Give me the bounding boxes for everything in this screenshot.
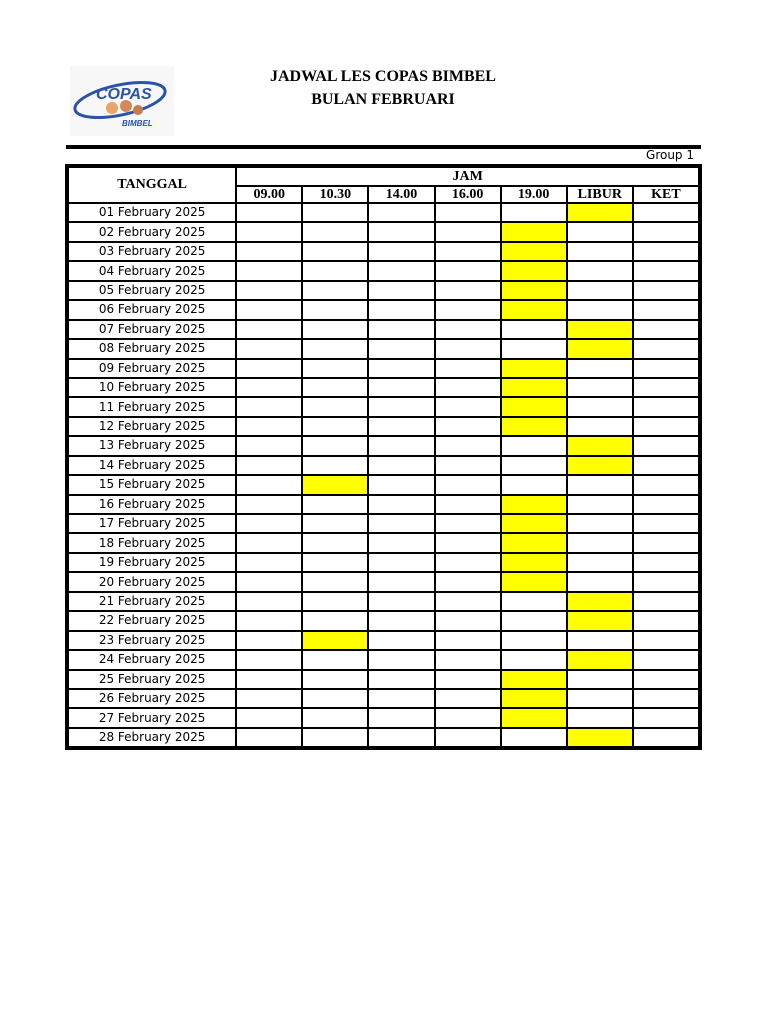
date-cell: 12 February 2025 <box>69 418 235 435</box>
table-row <box>69 204 698 221</box>
schedule-cell-0900 <box>237 476 301 493</box>
date-cell: 14 February 2025 <box>69 457 235 474</box>
date-cell: 08 February 2025 <box>69 340 235 357</box>
table-row <box>69 262 698 279</box>
schedule-cell-1600 <box>436 554 500 571</box>
schedule-cell-1900 <box>502 321 566 338</box>
date-cell: 05 February 2025 <box>69 282 235 299</box>
schedule-cell-1030 <box>303 301 367 318</box>
schedule-cell-1400 <box>369 379 433 396</box>
schedule-cell-1400 <box>369 476 433 493</box>
schedule-cell-1900 <box>502 709 566 726</box>
schedule-cell-1400 <box>369 534 433 551</box>
schedule-cell-1400 <box>369 418 433 435</box>
date-cell: 25 February 2025 <box>69 671 235 688</box>
schedule-cell-1030 <box>303 476 367 493</box>
date-cell: 23 February 2025 <box>69 632 235 649</box>
schedule-cell-libur <box>568 573 632 590</box>
schedule-cell-1030 <box>303 690 367 707</box>
schedule-cell-libur <box>568 729 632 746</box>
schedule-cell-1600 <box>436 379 500 396</box>
schedule-cell-ket <box>634 496 698 513</box>
schedule-cell-ket <box>634 573 698 590</box>
date-cell: 20 February 2025 <box>69 573 235 590</box>
schedule-cell-1030 <box>303 612 367 629</box>
schedule-cell-1400 <box>369 554 433 571</box>
schedule-cell-libur <box>568 496 632 513</box>
schedule-cell-1030 <box>303 671 367 688</box>
schedule-cell-ket <box>634 554 698 571</box>
schedule-cell-1030 <box>303 379 367 396</box>
schedule-cell-1030 <box>303 554 367 571</box>
schedule-cell-libur <box>568 243 632 260</box>
schedule-cell-1400 <box>369 612 433 629</box>
schedule-cell-ket <box>634 515 698 532</box>
schedule-cell-0900 <box>237 709 301 726</box>
schedule-cell-1400 <box>369 573 433 590</box>
table-row <box>69 554 698 571</box>
schedule-cell-1400 <box>369 360 433 377</box>
schedule-cell-1400 <box>369 437 433 454</box>
schedule-cell-1600 <box>436 573 500 590</box>
schedule-cell-0900 <box>237 282 301 299</box>
schedule-cell-0900 <box>237 243 301 260</box>
schedule-cell-0900 <box>237 340 301 357</box>
schedule-cell-1600 <box>436 340 500 357</box>
schedule-cell-1400 <box>369 398 433 415</box>
schedule-cell-0900 <box>237 437 301 454</box>
schedule-cell-1600 <box>436 262 500 279</box>
schedule-cell-0900 <box>237 671 301 688</box>
schedule-cell-1030 <box>303 340 367 357</box>
date-cell: 13 February 2025 <box>69 437 235 454</box>
schedule-cell-0900 <box>237 554 301 571</box>
schedule-cell-libur <box>568 632 632 649</box>
schedule-cell-1030 <box>303 457 367 474</box>
schedule-cell-1400 <box>369 632 433 649</box>
schedule-cell-1400 <box>369 457 433 474</box>
column-header-1400: 14.00 <box>369 187 433 202</box>
schedule-cell-1030 <box>303 573 367 590</box>
table-row <box>69 398 698 415</box>
date-cell: 04 February 2025 <box>69 262 235 279</box>
schedule-cell-1400 <box>369 301 433 318</box>
schedule-cell-ket <box>634 593 698 610</box>
document-subtitle: BULAN FEBRUARI <box>311 91 455 108</box>
schedule-cell-1030 <box>303 398 367 415</box>
schedule-cell-1030 <box>303 534 367 551</box>
schedule-cell-1900 <box>502 476 566 493</box>
schedule-cell-1900 <box>502 671 566 688</box>
schedule-cell-1400 <box>369 651 433 668</box>
date-cell: 27 February 2025 <box>69 709 235 726</box>
schedule-cell-1900 <box>502 573 566 590</box>
schedule-cell-libur <box>568 554 632 571</box>
table-row <box>69 632 698 649</box>
schedule-cell-1600 <box>436 360 500 377</box>
schedule-cell-1900 <box>502 690 566 707</box>
schedule-cell-1600 <box>436 515 500 532</box>
schedule-cell-ket <box>634 729 698 746</box>
schedule-cell-0900 <box>237 534 301 551</box>
schedule-cell-1600 <box>436 223 500 240</box>
schedule-cell-1600 <box>436 204 500 221</box>
table-row <box>69 243 698 260</box>
schedule-cell-1600 <box>436 709 500 726</box>
table-row <box>69 651 698 668</box>
schedule-cell-ket <box>634 612 698 629</box>
table-row <box>69 282 698 299</box>
schedule-cell-ket <box>634 437 698 454</box>
schedule-cell-libur <box>568 262 632 279</box>
schedule-cell-ket <box>634 651 698 668</box>
schedule-cell-0900 <box>237 360 301 377</box>
date-cell: 07 February 2025 <box>69 321 235 338</box>
schedule-cell-0900 <box>237 301 301 318</box>
schedule-cell-1900 <box>502 457 566 474</box>
schedule-cell-1030 <box>303 437 367 454</box>
schedule-cell-1600 <box>436 729 500 746</box>
column-header-ket: KET <box>634 187 698 202</box>
date-cell: 06 February 2025 <box>69 301 235 318</box>
schedule-cell-1030 <box>303 223 367 240</box>
time-group-header: JAM <box>237 168 698 185</box>
schedule-table <box>65 164 702 750</box>
schedule-cell-0900 <box>237 729 301 746</box>
schedule-cell-ket <box>634 223 698 240</box>
schedule-cell-1030 <box>303 262 367 279</box>
date-cell: 26 February 2025 <box>69 690 235 707</box>
schedule-cell-libur <box>568 398 632 415</box>
column-header-1030: 10.30 <box>303 187 367 202</box>
schedule-cell-1600 <box>436 437 500 454</box>
schedule-cell-1600 <box>436 534 500 551</box>
date-cell: 17 February 2025 <box>69 515 235 532</box>
schedule-cell-libur <box>568 651 632 668</box>
schedule-cell-1600 <box>436 593 500 610</box>
schedule-cell-0900 <box>237 321 301 338</box>
schedule-cell-1400 <box>369 223 433 240</box>
schedule-cell-1030 <box>303 651 367 668</box>
schedule-cell-libur <box>568 301 632 318</box>
schedule-cell-ket <box>634 282 698 299</box>
schedule-cell-1600 <box>436 282 500 299</box>
schedule-cell-ket <box>634 340 698 357</box>
schedule-cell-ket <box>634 243 698 260</box>
date-cell: 01 February 2025 <box>69 204 235 221</box>
schedule-cell-libur <box>568 515 632 532</box>
schedule-cell-1900 <box>502 729 566 746</box>
schedule-cell-libur <box>568 612 632 629</box>
schedule-cell-libur <box>568 340 632 357</box>
schedule-cell-1900 <box>502 534 566 551</box>
schedule-cell-1400 <box>369 262 433 279</box>
table-row <box>69 534 698 551</box>
table-row <box>69 476 698 493</box>
schedule-cell-0900 <box>237 573 301 590</box>
date-cell: 28 February 2025 <box>69 729 235 746</box>
schedule-cell-1900 <box>502 593 566 610</box>
date-cell: 02 February 2025 <box>69 223 235 240</box>
date-cell: 10 February 2025 <box>69 379 235 396</box>
copas-bimbel-logo <box>70 66 174 136</box>
schedule-cell-1600 <box>436 476 500 493</box>
schedule-cell-0900 <box>237 418 301 435</box>
schedule-cell-1900 <box>502 651 566 668</box>
schedule-cell-libur <box>568 534 632 551</box>
schedule-cell-1400 <box>369 690 433 707</box>
schedule-cell-0900 <box>237 457 301 474</box>
schedule-cell-ket <box>634 671 698 688</box>
schedule-cell-1600 <box>436 671 500 688</box>
date-cell: 24 February 2025 <box>69 651 235 668</box>
schedule-cell-1030 <box>303 243 367 260</box>
date-cell: 19 February 2025 <box>69 554 235 571</box>
schedule-cell-1400 <box>369 204 433 221</box>
schedule-cell-0900 <box>237 515 301 532</box>
schedule-cell-0900 <box>237 651 301 668</box>
schedule-cell-0900 <box>237 496 301 513</box>
schedule-cell-0900 <box>237 204 301 221</box>
schedule-cell-libur <box>568 282 632 299</box>
schedule-cell-1900 <box>502 262 566 279</box>
table-row <box>69 593 698 610</box>
schedule-cell-ket <box>634 476 698 493</box>
schedule-cell-1030 <box>303 593 367 610</box>
logo-text-sub: BIMBEL <box>122 119 153 128</box>
schedule-cell-1400 <box>369 340 433 357</box>
date-cell: 03 February 2025 <box>69 243 235 260</box>
table-row <box>69 457 698 474</box>
schedule-cell-1900 <box>502 223 566 240</box>
table-row <box>69 671 698 688</box>
schedule-cell-0900 <box>237 632 301 649</box>
schedule-cell-ket <box>634 262 698 279</box>
schedule-cell-1030 <box>303 204 367 221</box>
table-row <box>69 301 698 318</box>
schedule-cell-1600 <box>436 612 500 629</box>
table-row <box>69 340 698 357</box>
date-cell: 16 February 2025 <box>69 496 235 513</box>
schedule-cell-0900 <box>237 593 301 610</box>
column-header-libur: LIBUR <box>568 187 632 202</box>
date-cell: 15 February 2025 <box>69 476 235 493</box>
schedule-cell-0900 <box>237 690 301 707</box>
table-row <box>69 573 698 590</box>
table-row <box>69 379 698 396</box>
date-cell: 21 February 2025 <box>69 593 235 610</box>
schedule-cell-ket <box>634 534 698 551</box>
schedule-cell-1900 <box>502 632 566 649</box>
schedule-cell-libur <box>568 476 632 493</box>
schedule-cell-1400 <box>369 593 433 610</box>
schedule-cell-1030 <box>303 496 367 513</box>
schedule-cell-0900 <box>237 612 301 629</box>
schedule-cell-libur <box>568 223 632 240</box>
logo-text-main: COPAS <box>96 86 152 103</box>
schedule-cell-1600 <box>436 243 500 260</box>
date-cell: 22 February 2025 <box>69 612 235 629</box>
schedule-cell-1600 <box>436 321 500 338</box>
table-row <box>69 690 698 707</box>
column-header-1600: 16.00 <box>436 187 500 202</box>
schedule-cell-ket <box>634 360 698 377</box>
schedule-cell-libur <box>568 709 632 726</box>
schedule-cell-libur <box>568 437 632 454</box>
schedule-cell-1600 <box>436 418 500 435</box>
schedule-cell-ket <box>634 690 698 707</box>
date-cell: 11 February 2025 <box>69 398 235 415</box>
schedule-cell-1900 <box>502 301 566 318</box>
schedule-cell-0900 <box>237 262 301 279</box>
schedule-cell-libur <box>568 418 632 435</box>
schedule-cell-1900 <box>502 515 566 532</box>
schedule-cell-ket <box>634 204 698 221</box>
date-cell: 18 February 2025 <box>69 534 235 551</box>
table-row <box>69 360 698 377</box>
schedule-cell-1600 <box>436 457 500 474</box>
schedule-cell-0900 <box>237 223 301 240</box>
schedule-cell-1900 <box>502 554 566 571</box>
schedule-cell-0900 <box>237 379 301 396</box>
schedule-cell-1900 <box>502 360 566 377</box>
table-row <box>69 709 698 726</box>
date-cell: 09 February 2025 <box>69 360 235 377</box>
column-header-0900: 09.00 <box>237 187 301 202</box>
schedule-cell-ket <box>634 398 698 415</box>
table-row <box>69 612 698 629</box>
table-row <box>69 223 698 240</box>
schedule-cell-ket <box>634 418 698 435</box>
schedule-cell-1400 <box>369 709 433 726</box>
schedule-cell-1400 <box>369 321 433 338</box>
schedule-cell-1900 <box>502 282 566 299</box>
schedule-cell-1400 <box>369 496 433 513</box>
column-header-1900: 19.00 <box>502 187 566 202</box>
date-column-header: TANGGAL <box>69 168 235 202</box>
schedule-cell-libur <box>568 360 632 377</box>
schedule-cell-1030 <box>303 632 367 649</box>
schedule-cell-libur <box>568 379 632 396</box>
schedule-cell-ket <box>634 379 698 396</box>
schedule-cell-1400 <box>369 282 433 299</box>
schedule-cell-1400 <box>369 515 433 532</box>
group-label: Group 1 <box>646 148 694 162</box>
schedule-cell-ket <box>634 301 698 318</box>
schedule-cell-1030 <box>303 360 367 377</box>
schedule-cell-libur <box>568 321 632 338</box>
schedule-cell-1900 <box>502 340 566 357</box>
schedule-cell-libur <box>568 671 632 688</box>
table-row <box>69 321 698 338</box>
table-row <box>69 437 698 454</box>
table-row <box>69 515 698 532</box>
schedule-cell-1600 <box>436 690 500 707</box>
schedule-cell-1030 <box>303 515 367 532</box>
schedule-cell-1030 <box>303 729 367 746</box>
schedule-cell-libur <box>568 204 632 221</box>
document-title: JADWAL LES COPAS BIMBEL <box>270 68 496 85</box>
schedule-cell-1900 <box>502 379 566 396</box>
schedule-cell-1900 <box>502 437 566 454</box>
schedule-cell-0900 <box>237 398 301 415</box>
schedule-cell-1400 <box>369 671 433 688</box>
schedule-cell-1900 <box>502 496 566 513</box>
schedule-cell-1030 <box>303 418 367 435</box>
schedule-cell-ket <box>634 709 698 726</box>
schedule-cell-1600 <box>436 398 500 415</box>
schedule-cell-1400 <box>369 243 433 260</box>
schedule-cell-1900 <box>502 612 566 629</box>
schedule-cell-1400 <box>369 729 433 746</box>
schedule-cell-1600 <box>436 301 500 318</box>
schedule-cell-1900 <box>502 204 566 221</box>
schedule-cell-ket <box>634 457 698 474</box>
table-row <box>69 496 698 513</box>
schedule-cell-1030 <box>303 321 367 338</box>
schedule-cell-libur <box>568 690 632 707</box>
schedule-cell-1030 <box>303 282 367 299</box>
header-divider <box>66 145 701 149</box>
schedule-cell-1900 <box>502 398 566 415</box>
schedule-cell-1600 <box>436 651 500 668</box>
schedule-cell-1600 <box>436 496 500 513</box>
table-row <box>69 729 698 746</box>
schedule-cell-libur <box>568 457 632 474</box>
schedule-cell-1030 <box>303 709 367 726</box>
schedule-cell-ket <box>634 321 698 338</box>
schedule-cell-libur <box>568 593 632 610</box>
schedule-cell-ket <box>634 632 698 649</box>
table-row <box>69 418 698 435</box>
schedule-cell-1600 <box>436 632 500 649</box>
schedule-cell-1900 <box>502 418 566 435</box>
schedule-cell-1900 <box>502 243 566 260</box>
logo-graphic <box>70 66 174 136</box>
